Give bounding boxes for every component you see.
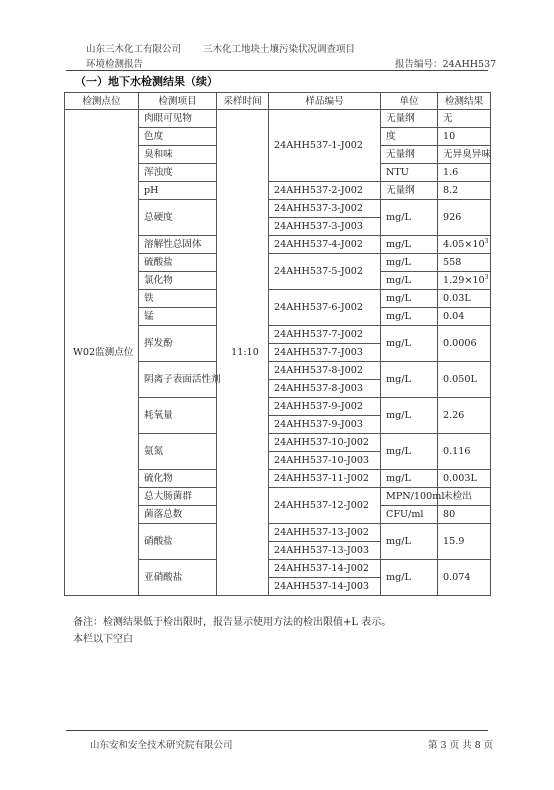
result: 15.9: [438, 524, 491, 560]
sample-id: 24AHH537-3-J002: [269, 200, 381, 218]
footer-institute: 山东安和安全技术研究院有限公司: [90, 740, 233, 751]
result: 0.050L: [438, 362, 491, 398]
unit: 无量纲: [381, 182, 438, 200]
unit: mg/L: [381, 470, 438, 488]
unit: mg/L: [381, 560, 438, 596]
sample-id: 24AHH537-8-J003: [269, 380, 381, 398]
groundwater-results-table: [64, 92, 491, 596]
remark-note: 备注：检测结果低于检出限时，报告显示使用方法的检出限值+L 表示。: [73, 617, 392, 628]
result: 8.2: [438, 182, 491, 200]
report-number: 报告编号：24AHH537: [395, 59, 497, 70]
col-header-item: 检测项目: [139, 93, 217, 110]
unit: CFU/ml: [381, 506, 438, 524]
col-header-sample: 样品编号: [269, 93, 381, 110]
unit: mg/L: [381, 398, 438, 434]
unit: NTU: [381, 164, 438, 182]
sample-id: 24AHH537-3-J003: [269, 218, 381, 236]
sample-id: 24AHH537-8-J002: [269, 362, 381, 380]
sample-id: 24AHH537-13-J002: [269, 524, 381, 542]
item-name: 挥发酚: [139, 326, 217, 362]
footer-divider: [66, 730, 488, 731]
result: 无: [438, 110, 491, 128]
table-header-row: [65, 93, 491, 110]
item-name: 亚硝酸盐: [139, 560, 217, 596]
sample-id: 24AHH537-10-J003: [269, 452, 381, 470]
result: 0.03L: [438, 290, 491, 308]
item-name: 氯化物: [139, 272, 217, 290]
item-name: pH: [139, 182, 217, 200]
section-title: （一）地下水检测结果（续）: [75, 75, 218, 88]
item-name: 硫酸盐: [139, 254, 217, 272]
result: 无异臭异味: [438, 146, 491, 164]
sampling-time: 11:10: [217, 110, 269, 596]
item-name: 锰: [139, 308, 217, 326]
result: 0.04: [438, 308, 491, 326]
result: 0.003L: [438, 470, 491, 488]
unit: 度: [381, 128, 438, 146]
unit: mg/L: [381, 236, 438, 254]
unit: mg/L: [381, 290, 438, 308]
result-exponent: 3: [484, 273, 489, 281]
sample-id: 24AHH537-6-J002: [269, 290, 381, 326]
item-name: 硝酸盐: [139, 524, 217, 560]
result: 1.6: [438, 164, 491, 182]
unit: mg/L: [381, 326, 438, 362]
sample-id: 24AHH537-7-J003: [269, 344, 381, 362]
result: 926: [438, 200, 491, 236]
item-name: 阴离子表面活性剂: [139, 362, 217, 398]
unit: mg/L: [381, 362, 438, 398]
unit: mg/L: [381, 524, 438, 560]
col-header-time: 采样时间: [217, 93, 269, 110]
result: 558: [438, 254, 491, 272]
item-name: 耗氧量: [139, 398, 217, 434]
header-divider: [66, 70, 488, 71]
sample-id: 24AHH537-12-J002: [269, 488, 381, 524]
sample-id: 24AHH537-14-J003: [269, 578, 381, 596]
item-name: 肉眼可见物: [139, 110, 217, 128]
unit: mg/L: [381, 254, 438, 272]
sample-id: 24AHH537-2-J002: [269, 182, 381, 200]
unit: mg/L: [381, 308, 438, 326]
result: 10: [438, 128, 491, 146]
project-name: 三木化工地块土壤污染状况调查项目: [203, 44, 356, 55]
item-name: 硫化物: [139, 470, 217, 488]
sample-id: 24AHH537-1-J002: [269, 110, 381, 182]
item-name: 浑浊度: [139, 164, 217, 182]
result-mantissa: 1.29×10: [443, 275, 485, 286]
item-name: 色度: [139, 128, 217, 146]
unit: mg/L: [381, 200, 438, 236]
sample-id: 24AHH537-14-J002: [269, 560, 381, 578]
result: 0.074: [438, 560, 491, 596]
result: 0.0006: [438, 326, 491, 362]
unit: 无量纲: [381, 110, 438, 128]
result: [438, 272, 491, 290]
item-name: 总大肠菌群: [139, 488, 217, 506]
item-name: 菌落总数: [139, 506, 217, 524]
unit: mg/L: [381, 434, 438, 470]
unit: MPN/100ml: [381, 488, 438, 506]
sample-id: 24AHH537-13-J003: [269, 542, 381, 560]
result-exponent: 3: [484, 237, 489, 245]
item-name: 溶解性总固体: [139, 236, 217, 254]
sample-id: 24AHH537-7-J002: [269, 326, 381, 344]
result: 0.116: [438, 434, 491, 470]
item-name: 氨氮: [139, 434, 217, 470]
monitoring-point: W02监测点位: [65, 110, 139, 596]
sample-id: 24AHH537-11-J002: [269, 470, 381, 488]
document-type: 环境检测报告: [86, 59, 144, 70]
sample-id: 24AHH537-4-J002: [269, 236, 381, 254]
unit: 无量纲: [381, 146, 438, 164]
result: [438, 236, 491, 254]
col-header-unit: 单位: [381, 93, 438, 110]
sample-id: 24AHH537-9-J002: [269, 398, 381, 416]
table-row: [65, 110, 491, 128]
sample-id: 24AHH537-10-J002: [269, 434, 381, 452]
result-mantissa: 4.05×10: [443, 239, 485, 250]
col-header-result: 检测结果: [438, 93, 491, 110]
item-name: 总硬度: [139, 200, 217, 236]
blank-below-note: 本栏以下空白: [73, 634, 133, 645]
item-name: 臭和味: [139, 146, 217, 164]
sample-id: 24AHH537-5-J002: [269, 254, 381, 290]
result: 2.26: [438, 398, 491, 434]
sample-id: 24AHH537-9-J003: [269, 416, 381, 434]
page-number: 第 3 页 共 8 页: [428, 740, 494, 751]
item-name: 铁: [139, 290, 217, 308]
unit: mg/L: [381, 272, 438, 290]
result: 未检出: [438, 488, 491, 506]
result: 80: [438, 506, 491, 524]
company-name: 山东三木化工有限公司: [86, 44, 182, 55]
col-header-point: 检测点位: [65, 93, 139, 110]
